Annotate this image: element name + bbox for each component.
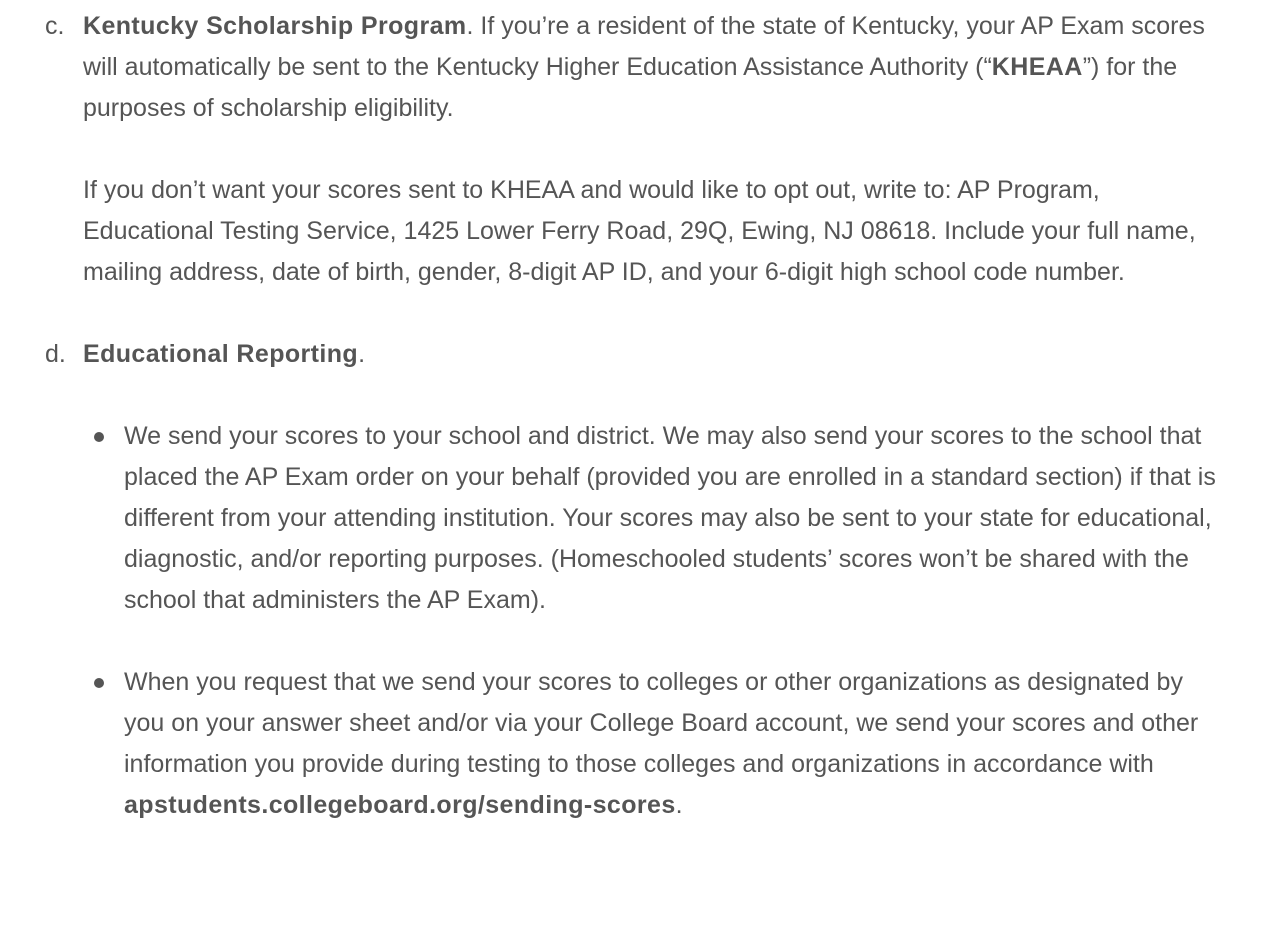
kentucky-intro-tail: ”) for the purposes of scholarship eligibility. (83, 53, 1178, 122)
sending-scores-link[interactable]: apstudents.collegeboard.org/sending-scores (124, 791, 676, 819)
bullet-text-school-district: We send your scores to your school and district. We may also send your scores to the school that placed the AP Exam order on your behalf (provided you are enrolled in a standard section) if that is different from your attending institution. Your scores may also be sent to your state for educational, diagnostic, and/or reporting purposes. (Homeschooled students’ scores won’t be shared with the school that administers the AP Exam). (124, 422, 1216, 614)
bullet-text-colleges-tail: . (675, 791, 683, 819)
kentucky-intro-paragraph (83, 6, 1230, 129)
bullet-item-school-district (83, 416, 1230, 621)
kentucky-scholarship-heading: Kentucky Scholarship Program (83, 12, 467, 40)
kheaa-opt-out-paragraph: If you don’t want your scores sent to KHEAA and would like to opt out, write to: AP Program, Educational Testing Service, 1425 Lower Ferry Road, 29Q, Ewing, NJ 08618. Include your full name, mailing address, date of birth, gender, 8-digit AP ID, and your 6-digit high school code number. (83, 176, 1196, 286)
list-item-d (0, 334, 1280, 826)
educational-reporting-period: . (358, 340, 366, 368)
educational-reporting-heading-line (83, 334, 1230, 375)
reporting-bullet-list (83, 416, 1230, 826)
list-item-c (0, 6, 1280, 293)
bullet-dot-icon (94, 432, 104, 442)
kheaa-abbreviation: KHEAA (991, 53, 1083, 81)
kentucky-intro-text: If you’re a resident of the state of Kentucky, your AP Exam scores will automatically be sent to the Kentucky Higher Education Assistance Authority (“ (83, 12, 1205, 81)
bullet-text-colleges: When you request that we send your scores to colleges or other organizations as designated by you on your answer sheet and/or via your College Board account, we send your scores and other information you provide during testing to those colleges and organizations in accordance with (124, 668, 1199, 778)
kentucky-heading-period: . (466, 12, 474, 40)
bullet-dot-icon (94, 678, 104, 688)
document-page (0, 6, 1280, 826)
list-marker-c: c. (45, 12, 65, 40)
list-marker-d: d. (45, 340, 66, 368)
bullet-item-colleges (83, 662, 1230, 826)
educational-reporting-heading: Educational Reporting (83, 340, 359, 368)
